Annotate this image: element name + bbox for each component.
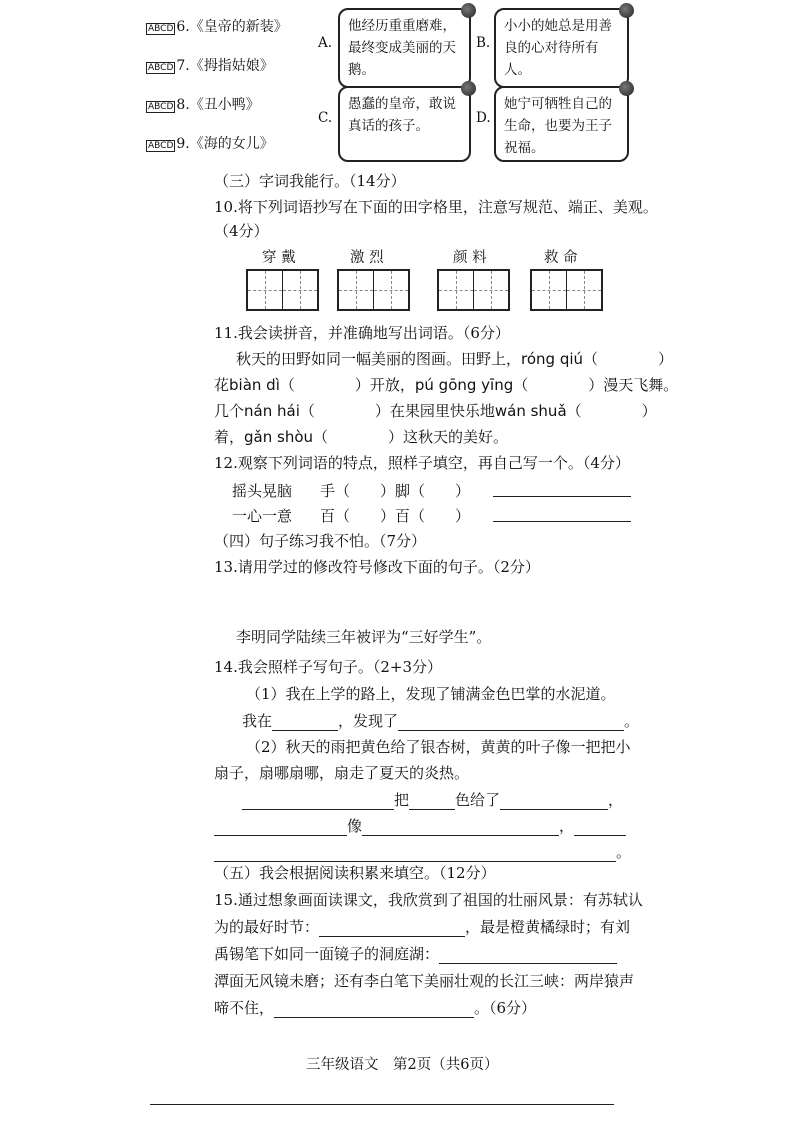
- answer-options[interactable]: ABCD: [148, 63, 174, 73]
- bubble-b-label: B.: [476, 35, 491, 51]
- q14-fill-1: 我在 ，发现了 。: [242, 712, 640, 730]
- section-4-title: （四）句子练习我不怕。（7分）: [214, 532, 427, 550]
- q15-line-3: 禹锡笔下如同一面镜子的洞庭湖：: [214, 943, 617, 964]
- q12-fill-1[interactable]: 手（ ）脚（ ）: [320, 482, 471, 500]
- q12-answer-line-1[interactable]: [493, 496, 631, 497]
- q10-points: （4分）: [214, 222, 269, 240]
- q14-fill-2b: 像 ，: [214, 815, 626, 836]
- q14-example-2a: （2）秋天的雨把黄色给了银杏树，黄黄的叶子像一把把小: [246, 738, 631, 756]
- answer-options[interactable]: ABCD: [148, 102, 174, 112]
- q15-line-2: 为的最好时节： ，最是橙黄橘绿时；有刘: [214, 918, 631, 936]
- answer-blank[interactable]: [242, 793, 394, 810]
- bubble-a: 他经历重重磨难，最终变成美丽的天鹅。: [338, 8, 471, 88]
- answer-blank[interactable]: [500, 793, 608, 810]
- q10-text: 10.将下列词语抄写在下面的田字格里，注意写规范、端正、美观。: [214, 198, 658, 216]
- section-5-title: （五）我会根据阅读积累来填空。（12分）: [214, 864, 496, 882]
- q13-sentence: 李明同学陆续三年被评为“三好学生”。: [236, 628, 492, 646]
- answer-options[interactable]: ABCD: [148, 24, 174, 34]
- page-footer: 三年级语文 第2页（共6页）: [306, 1057, 499, 1073]
- answer-blank[interactable]: [214, 845, 616, 862]
- answer-blank[interactable]: [574, 819, 626, 836]
- decoration-icon: [461, 3, 476, 18]
- answer-blank[interactable]: [272, 714, 338, 731]
- bubble-d-label: D.: [476, 110, 491, 126]
- answer-blank[interactable]: [362, 819, 559, 836]
- q15-line-1: 15.通过想象画面读课文，我欣赏到了祖国的壮丽风景：有苏轼认: [214, 891, 643, 909]
- bubble-a-label: A.: [318, 35, 333, 51]
- tianzige-grid-3[interactable]: [437, 269, 510, 311]
- tianzige-grid-2[interactable]: [337, 269, 410, 311]
- section-3-title: （三）字词我能行。（14分）: [214, 172, 406, 190]
- match-item-7: ABCD 7.《拇指姑娘》: [148, 58, 274, 74]
- q10-word-2: 激 烈: [350, 250, 384, 266]
- tianzige-grid-1[interactable]: [246, 269, 319, 311]
- decoration-icon: [619, 3, 634, 18]
- bubble-d: 她宁可牺牲自己的生命，也要为王子祝福。: [494, 86, 629, 162]
- q14-fill-2c: 。: [214, 841, 631, 862]
- q15-line-4: 潭面无风镜未磨；还有李白笔下美丽壮观的长江三峡：两岸猿声: [214, 972, 635, 990]
- q12-answer-line-2[interactable]: [493, 521, 631, 522]
- match-item-8: ABCD 8.《丑小鸭》: [148, 97, 260, 113]
- bottom-divider: [150, 1104, 614, 1105]
- q11-title: 11.我会读拼音，并准确地写出词语。（6分）: [214, 324, 510, 342]
- bubble-b: 小小的她总是用善良的心对待所有人。: [494, 8, 629, 88]
- bubble-c-label: C.: [318, 110, 333, 126]
- answer-blank[interactable]: [214, 819, 347, 836]
- q14-example-2b: 扇子，扇哪扇哪，扇走了夏天的炎热。: [214, 764, 470, 782]
- tianzige-grid-4[interactable]: [530, 269, 603, 311]
- answer-blank[interactable]: [398, 714, 624, 731]
- q10-word-4: 救 命: [544, 250, 578, 266]
- q14-example-1: （1）我在上学的路上，发现了铺满金色巴掌的水泥道。: [246, 685, 616, 703]
- bubble-c: 愚蠢的皇帝，敢说真话的孩子。: [338, 86, 471, 162]
- answer-blank[interactable]: [409, 793, 455, 810]
- q15-line-5: 啼不住， 。（6分）: [214, 999, 537, 1017]
- q10-word-3: 颜 料: [453, 250, 487, 266]
- q11-line-3: 几个nán hái（ ）在果园里快乐地wán shuǎ（ ）: [214, 402, 657, 420]
- q11-line-2: 花biàn dì（ ）开放，pú gōng yīng（ ）漫天飞舞。: [214, 376, 679, 394]
- q12-example-1: 摇头晃脑: [232, 482, 293, 500]
- q13-title: 13.请用学过的修改符号修改下面的句子。（2分）: [214, 558, 540, 576]
- match-item-9: ABCD 9.《海的女儿》: [148, 136, 274, 152]
- q12-example-2: 一心一意: [232, 507, 293, 525]
- q12-fill-2[interactable]: 百（ ）百（ ）: [320, 507, 471, 525]
- answer-blank[interactable]: [274, 1001, 474, 1018]
- q10-word-1: 穿 戴: [262, 250, 296, 266]
- answer-options[interactable]: ABCD: [148, 141, 174, 151]
- q12-title: 12.观察下列词语的特点，照样子填空，再自己写一个。（4分）: [214, 454, 630, 472]
- q14-fill-2a: 把 色给了 ，: [242, 789, 623, 810]
- match-item-6: ABCD 6.《皇帝的新装》: [148, 19, 288, 35]
- q14-title: 14.我会照样子写句子。（2+3分）: [214, 658, 443, 676]
- answer-blank[interactable]: [439, 947, 617, 964]
- decoration-icon: [619, 81, 634, 96]
- decoration-icon: [461, 81, 476, 96]
- answer-blank[interactable]: [319, 920, 465, 937]
- q11-line-1: 秋天的田野如同一幅美丽的图画。田野上，róng qiú（ ）: [236, 350, 674, 368]
- q11-line-4: 着，gǎn shòu（ ）这秋天的美好。: [214, 428, 509, 446]
